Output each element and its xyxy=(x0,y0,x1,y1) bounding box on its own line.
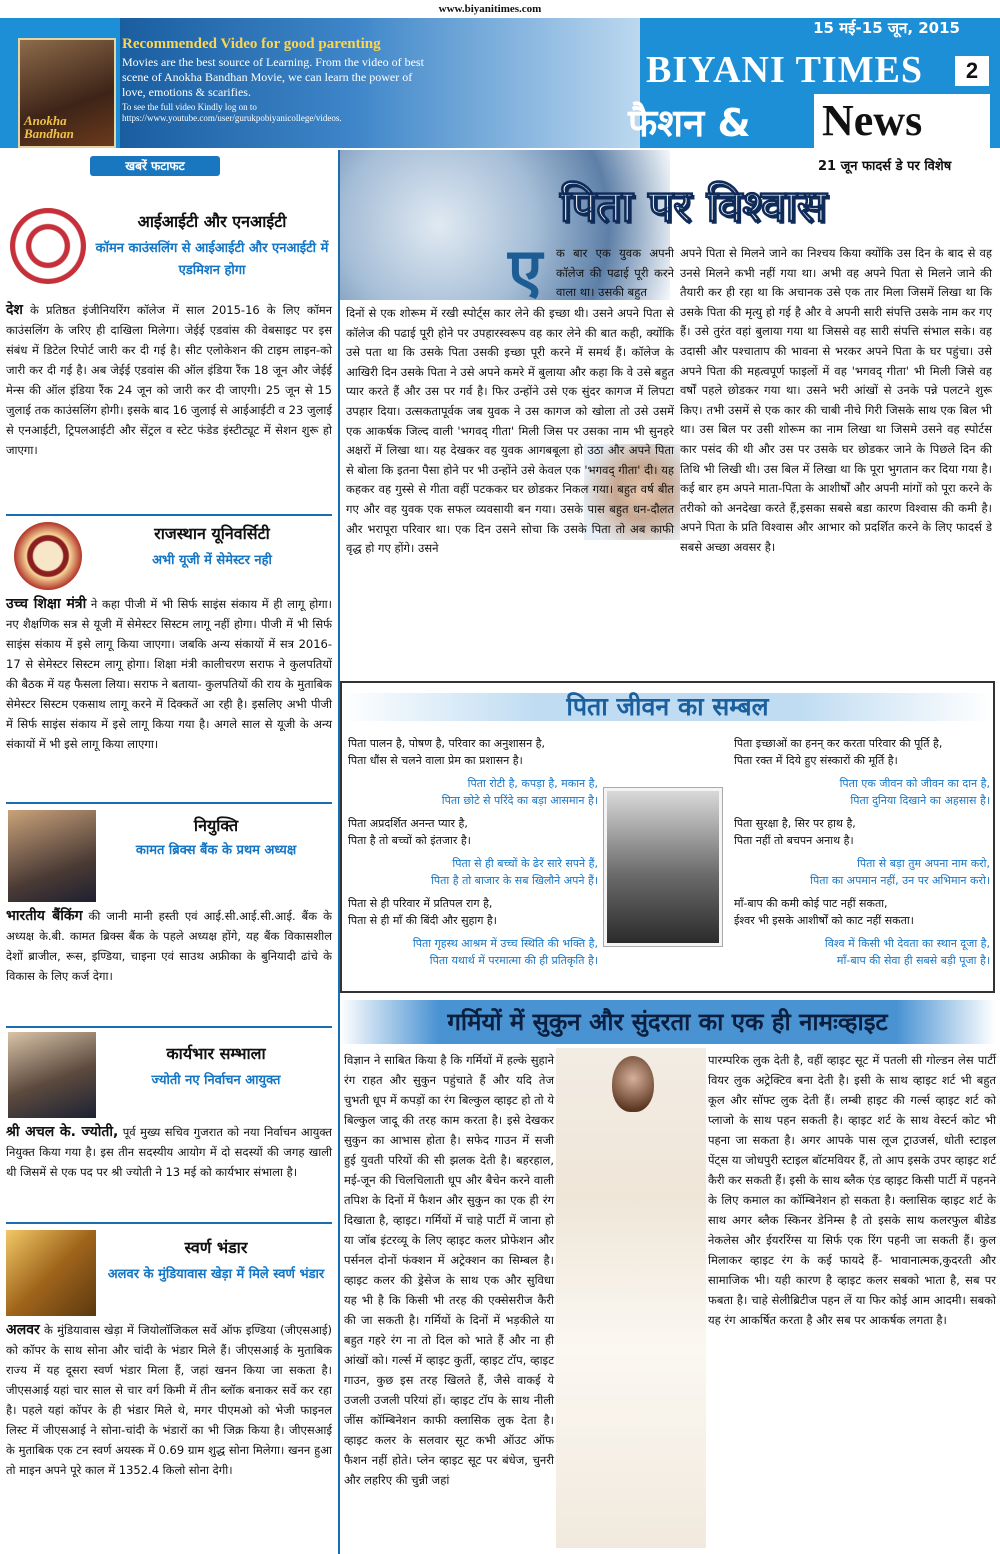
poem-line: पिता इच्छाओं का हनन् कर करता परिवार की पूर्ति है, xyxy=(734,737,943,750)
jyoti-photo xyxy=(8,1032,96,1118)
site-url[interactable]: www.biyanitimes.com xyxy=(411,0,569,18)
iit-subtitle: कॉमन काउंसलिंग से आईआईटी और एनआईटी में एडमिशन होगा xyxy=(95,241,329,278)
poem-line: पिता अप्रदर्शित अनन्त प्यार है, xyxy=(348,817,468,830)
gold-body: अलवर के मुंडियावास खेड़ा में जियोलॉजिकल सर्वे ऑफ इण्डिया (जीएसआई) को कॉपर के साथ सोना और चांदी के भंडार मिले हैं। जीएसआई के मुताबिक राज्य में यह दूसरा स्वर्ण भंडार मिला हैं, जहां खनन किया जा सकता है। जीएसआई यहां चार साल से चार वर्ग किमी में तीन ब्लॉक बनाकर सर्वे कर रहा है। पहले यहां कॉपर के ही भंडार मिले थे, मगर पीएमओ को भेजी फाइनल लिस्ट में जीएसआई ने सोना-चांदी के भंडारों का भी जिक्र किया है। जीएसआई के मुताबिक एक टन स्वर्ण अयस्क में 0.69 ग्राम शुद्ध सोना मिलेगा। खनन हुआ तो माइन अपने पूरे काल में 1352.4 किलो सोना देगी। xyxy=(6,1322,332,1477)
poem-box xyxy=(340,681,995,993)
white-article-title: गर्मियों में सुकुन और सुंदरता का एक ही नामःव्हाइट xyxy=(340,1000,995,1044)
article-col1: दिनों से एक शोरूम में रखी स्पोर्ट्स कार लेने की इच्छा थी। उसने अपने पिता से कॉलेज की पढाई पूरी होने पर उपहारस्वरूप वह कार लेने की बात कही, क्योंकि उसे पता था कि उसके पिता उसकी इच्छा पूरी करने में समर्थ हैं। कॉलेज के आखिरी दिन उसके पिता ने उसे अपने कमरे में बुलाया और कहा कि वे उसे बहुत प्यार करते हैं और उस पर गर्व है। फिर उन्होंने उसे एक सुंदर कागज में लिपटा उपहार दिया। उत्सकतापूर्वक जब युवक ने उस कागज को खोला तो उसे उसमें एक आकर्षक जिल्द वाली 'भगवद् गीता' मिली जिस पर उसका नाम भी सुनहरे अक्षरों में लिखा था। यह देखकर वह युवक आगबबूला हो उठा और अपने पिता से बोला कि इतना पैसा होने पर भी उन्होंने उसे केवल एक 'भगवद् गीता' दी। यह कहकर वह गुस्से से गीता वहीं पटककर घर छोडकर निकल गया। बहुत वर्ष बीत गए और वह युवक एक सफल व्यवसायी बन गया। उसके पास बहुत धन-दौलत और भरापूरा परिवार था। एक दिन उसने सोचा कि उसके पिता तो अब काफी वृद्ध हो गए होंगे। उसने xyxy=(346,306,674,556)
gold-title: स्वर्ण भंडार xyxy=(184,1238,248,1257)
poem-line: पिता एक जीवन को जीवन का दान है, xyxy=(839,777,990,790)
recommended-link[interactable]: To see the full video Kindly log on to https://www.youtube.com/user/gurukpobiyanicollege/videos. xyxy=(122,102,342,123)
poster-title: Anokha Bandhan xyxy=(24,113,74,141)
article-kicker: 21 जून फादर्स डे पर विशेष xyxy=(818,159,952,174)
poem-line: पिता से ही बच्चों के ढेर सारे सपने हैं, xyxy=(452,857,598,870)
divider xyxy=(6,1026,332,1028)
masthead-title: BIYANI TIMES xyxy=(646,49,924,91)
divider xyxy=(6,802,332,804)
iit-logo-icon xyxy=(10,208,86,284)
niyukti-body: भारतीय बैंकिंग की जानी मानी हस्ती एवं आई.सी.आई.सी.आई. बैंक के अध्यक्ष के.बी. कामत ब्रिक्स बैंक के पहले अध्यक्ष होंगे, यह बैंक विकासशील देशों ब्राजील, रूस, इण्डिया, चाइना एवं साउथ अफ्रीका के बुनियादी ढांचे के विकास के लिए कर्ज देगा। xyxy=(6,908,332,983)
father-son-photo xyxy=(604,788,722,946)
article-title: पिता पर विश्वास xyxy=(560,181,827,232)
raj-body: उच्च शिक्षा मंत्री ने कहा पीजी में भी सिर्फ साइंस संकाय में ही लागू होगा। नए शैक्षणिक सत्र से यूजी में सेमेस्टर सिस्टम लागू नहीं होगा। पीजी में भी सिर्फ साइंस संकाय में इसे लागू किया जाएगा। जबकि अन्य संकायों में सत्र 2016-17 से सेमेस्टर सिस्टम लागू होगा। शिक्षा मंत्री कालीचरण सराफ ने कुलपतियों की बैठक में यह फैसला लिया। सराफ ने बताया- कुलपतियों की राय के मुताबिक सेमेस्टर सिस्टम एकसाथ लागू करने में दिक्कतें आ रही है। इसलिए अभी पीजी में सिर्फ साइंस संकाय में इसे लागू किया गया है। अगले साल से यूजी के अन्य संकायों में भी इसे लागू किया लाएगा। xyxy=(6,596,333,751)
university-logo-icon xyxy=(14,522,82,590)
masthead-news: News xyxy=(814,94,990,148)
poem-title: पिता जीवन का सम्बल xyxy=(566,692,769,721)
poem-line: विश्व में किसी भी देवता का स्थान दूजा है, xyxy=(824,937,990,950)
raj-subtitle: अभी यूजी में सेमेस्टर नही xyxy=(152,553,272,568)
poem-line: पिता का अपमान नहीं, उन पर अभिमान करो। xyxy=(810,874,990,887)
poem-line: माँ-बाप की सेवा ही सबसे बड़ी पूजा है। xyxy=(836,954,990,967)
recommended-video-box xyxy=(122,36,432,124)
gold-photo xyxy=(6,1230,96,1316)
recommended-title: Recommended Video for good parenting xyxy=(122,36,381,52)
poem-line: पिता छोटे से परिंदे का बड़ा आसमान है। xyxy=(441,794,598,807)
model-head xyxy=(612,1056,654,1112)
poem-line: पिता दुनिया दिखाने का अहसास है। xyxy=(850,794,990,807)
poem-line: पिता धौंस से चलने वाला प्रेम का प्रशासन है। xyxy=(348,754,523,767)
poem-line: पिता यथार्थ में परमात्मा की ही प्रतिकृति है। xyxy=(429,954,598,967)
poem-line: पिता है तो बाजार के सब खिलौने अपने हैं। xyxy=(431,874,598,887)
white-col2: पारम्परिक लुक देती है, वहीं व्हाइट सूट में पतली सी गोल्डन लेस पार्टी वियर लुक अट्रेक्टिव बना देती है। इसी के साथ व्हाइट शर्ट भी बहुत कूल और सॉफ्ट लुक देती हैं। लम्बी हाइट की गर्ल्स व्हाइट शर्ट को प्लाजो के साथ पहन सकती है। व्हाइट शर्ट के साथ वेस्टर्न कोट भी पहना जा सकता है। अगर आपके पास लूज ट्राउजर्स, धोती स्टाइल पेंट्स या जोधपुरी स्टाइल बॉटमवियर हैं, तो आप इसके उपर व्हाइट शर्ट कैरी कर सकती हैं। इसी के साथ ब्लैक एंड व्हाइट किसी पार्टी में पहनने के लिए कमाल का कॉम्बिनेशन हो सकता है। क्लासिक व्हाइट शर्ट के साथ अगर ब्लैक स्किनर डेनिम्स है तो इसके साथ कलरफुल बीडेड नेकलेस और ईयररिंग्स या सिर्फ एक रिंग पहनी जा सकती हैं। कुल मिलाकर व्हाइट रंग के कई फायदे हैं- भावानात्मक,कुदरती और सामाजिक भी। यही कारण है व्हाइट कलर सबको भाता है, सब पर फबता है। चाहे सेलीब्रिटीज पहन लें या फिर कोई आम आदमी। सबको यह रंग आकर्षित करता है और सब पर आकर्षक लगता है। xyxy=(708,1053,996,1327)
recommended-text: Movies are the best source of Learning. From the video of best scene of Anokha Bandhan Movie, we can learn the power of love, emotions & scarifies. xyxy=(122,55,424,99)
poem-line: ईश्वर भी इसके आशीर्षों को काट नहीं सकता। xyxy=(734,914,914,927)
poem-line: पिता है तो बच्चों को इंतजार है। xyxy=(348,834,471,847)
masthead-hindi: फैशन & xyxy=(628,101,751,145)
article-col1-top: क बार एक युवक अपनी कॉलेज की पढाई पूरी करने वाला था। उसकी बहुत xyxy=(556,246,674,300)
page-number: 2 xyxy=(955,56,989,86)
section-badge: खबरें फटाफट xyxy=(90,156,220,176)
niyukti-title: नियुक्ति xyxy=(193,816,239,835)
karya-subtitle: ज्योती नए निर्वाचन आयुक्त xyxy=(151,1073,281,1088)
poem-line: पिता रक्त में दिये हुए संस्कारों की मूर्ति है। xyxy=(734,754,898,767)
white-col1: विज्ञान ने साबित किया है कि गर्मियों में हल्के सुहाने रंग राहत और सुकुन पहुंचाते हैं और यदि तेज चुभती धूप में कपड़ों का रंग बिल्कुल व्हाइट हो तो ये बिल्कुल जादू की तरह काम करता है। इसे देखकर सुकुन का आभास होता है। सफेद गाउन में सजी हुई युवती परियों की सी झलक देती है। बहरहाल, मई-जून की चिलचिलाती धूप और बैचेन करने वाली तपिश के दिनों में फैशन और सुकुन का एक ही रंग दिखाता है, व्हाइट। गर्मियों में चाहे पार्टी में जाना हो या जॉब इंटरव्यू के लिए व्हाइट कलर प्रोफेशन और पर्सनल दोनों फंक्शन में अट्रेक्शन का सिम्बल है। व्हाइट कलर की ड्रेसेज के साथ एक और सुविधा यह भी है कि किसी भी तरह की एक्सेसरीज कैरी की जा सकती है। गर्मियों के दिनों में भड़कीले या बहुत गहरे रंग ना तो दिल को भाते हैं और ना ही आंखों को। गर्ल्स में व्हाइट कुर्ती, व्हाइट टॉप, व्हाइट गाउन, कुछ इस तरह खिलते हैं, जैसे वाकई ये उजली उजली परियां हों। व्हाइट टॉप के साथ नीली जींस कॉम्बिनेशन काफी क्लासिक लुक देता है। व्हाइट कलर के सलवार सूट कभी ऑउट ऑफ फैशन नहीं होते। प्लेन व्हाइट सूट पर बंधेज, चुनरी और लहरिए की चुन्नी जहां xyxy=(344,1053,554,1487)
kamat-photo xyxy=(8,810,96,902)
raj-title: राजस्थान यूनिवर्सिटी xyxy=(154,524,270,543)
poem-line: माँ-बाप की कमी कोई पाट नहीं सकता, xyxy=(734,897,888,910)
poem-line: पिता से बड़ा तुम अपना नाम करो, xyxy=(857,857,990,870)
poem-line: पिता से ही माँ की बिंदी और सुहाग है। xyxy=(348,914,497,927)
poem-line: पिता पालन है, पोषण है, परिवार का अनुशासन है, xyxy=(348,737,546,750)
poem-line: पिता गृहस्थ आश्रम में उच्च स्थिति की भक्ति है, xyxy=(412,937,598,950)
poem-line: पिता सुरक्षा है, सिर पर हाथ है, xyxy=(734,817,856,830)
masthead xyxy=(0,18,1000,148)
gold-subtitle: अलवर के मुंडियावास खेड़ा में मिले स्वर्ण भंडार xyxy=(107,1267,325,1282)
poem-right-column xyxy=(734,735,990,969)
poem-line: पिता रोटी है, कपड़ा है, मकान है, xyxy=(467,777,598,790)
iit-title: आईआईटी और एनआईटी xyxy=(137,212,287,231)
karya-body: श्री अचल के. ज्योती, पूर्व मुख्य सचिव गुजरात को नया निर्वाचन आयुक्त नियुक्त किया गया है। इस तीन सदस्यीय आयोग में दो सदस्यों की जगह खाली थी जिसमें से एक पद पर श्री ज्योती ने 13 मई को कार्यभार संभाला है। xyxy=(6,1124,332,1179)
model-photo xyxy=(556,1048,706,1548)
drop-cap: ए xyxy=(508,234,543,307)
iit-body: देश के प्रतिष्ठत इंजीनियरिंग कॉलेज में साल 2015-16 के लिए कॉमन काउंसलिंग के जरिए ही दाखिला मिलेगा। जेईई एडवांस की वेबसाइट पर इस संबंध में डिटेल रिपोर्ट जारी कर दी गई है। सीट एलोकेशन की टाइम लाइन-को जारी कर दी गई है। अब जेईई एडवांस की ऑल इंडिया रैंक 18 जून और जेईई मेन्स की ऑल इंडिया रैंक 24 जून को जारी कर दी जाएगी। 25 जून से 15 जुलाई तक काउंसलिंग होगी। इसके बाद 16 जुलाई से आईआईटी व 23 जुलाई से एनआईटी, ट्रिपलआईटी और सेंट्रल व स्टेट फंडेड इंस्टीट्यूट में सेशन शुरू हो जाएगा। xyxy=(6,302,332,457)
karya-title: कार्यभार सम्भाला xyxy=(166,1044,266,1063)
article-col2: अपने पिता से मिलने जाने का निश्चय किया क्योंकि उस दिन के बाद से वह उनसे मिलने कभी नहीं गया था। अभी वह अपने पिता से मिलने जाने की तैयारी कर ही रहा था कि अचानक उसे एक तार मिला जिसमें लिखा था कि उसके पिता की मृत्यु हो गई है और वे अपनी सारी संपत्ति उसके नाम कर गए हैं। उसे तुरंत वहां बुलाया गया था जिससे वह सारी संपत्ति संभाल सके। वह उदासी और पश्चाताप की भावना से भरकर अपने पिता के घर पहुंचा। उसे अपने पिता की महत्वपूर्ण फाइलों में वह 'भगवद् गीता' भी मिली जिसे वह वर्षों पहले छोडकर गया था। उसने भरी आंखों से उनके पन्ने पलटने शुरू किए। तभी उसमें से एक कार की चाबी नीचे गिरी जिसके साथ एक बिल भी था। उस बिल पर उसी शोरूम का नाम लिखा था जिसमे उसने वह स्पोर्टस कार पसंद की थी और उस पर उसके घर छोडकर जाने के पिछले दिन की तिथि भी लिखी थी। उस बिल में लिखा था कि पूरा भुगतान कर दिया गया है। कई बार हम अपने माता-पिता के आशीर्षों और अपनी मांगों को पूरा करने के तरीको को अनदेखा करते हैं,इसका सबसे बडा कारण विश्वास की कमी है। अपने पिता के प्रति विश्वास और आभार को प्रदर्शित करने के लिए फादर्स डे सबसे अच्छा अवसर है। xyxy=(680,246,992,554)
niyukti-subtitle: कामत ब्रिक्स बैंक के प्रथम अध्यक्ष xyxy=(135,843,297,858)
divider xyxy=(6,514,332,516)
news-flash-column xyxy=(0,150,338,1554)
poem-left-column xyxy=(348,735,598,969)
movie-poster-image[interactable] xyxy=(18,38,116,148)
poem-line: पिता से ही परिवार में प्रतिपल राग है, xyxy=(348,897,493,910)
issue-date: 15 मई-15 जून, 2015 xyxy=(813,19,960,37)
poem-line: पिता नहीं तो बचपन अनाथ है। xyxy=(734,834,854,847)
divider xyxy=(6,1222,332,1224)
